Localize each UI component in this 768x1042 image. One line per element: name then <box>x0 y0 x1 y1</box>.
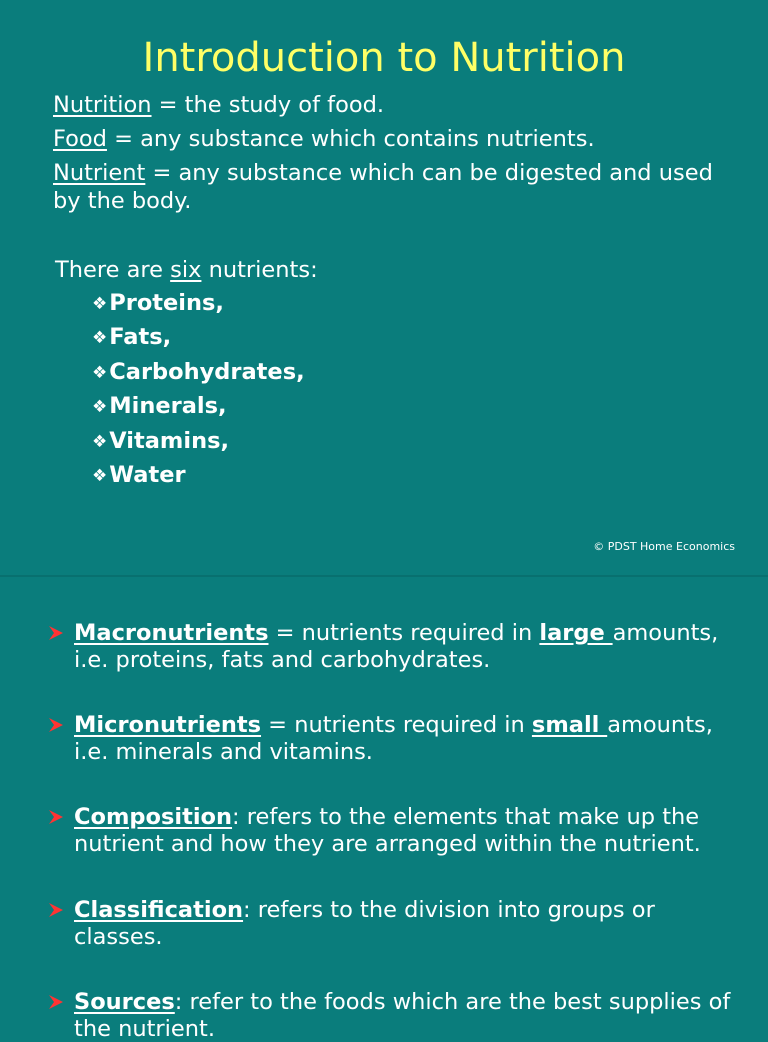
bullet-body: : refer to the foods which are the best supplies of the nutrient. <box>74 989 731 1042</box>
nutrient-name: Water <box>109 461 186 488</box>
definition-nutrient <box>53 159 743 215</box>
arrow-bullet-icon <box>48 994 64 1010</box>
bullet-text <box>74 620 748 673</box>
bullet-term: Macronutrients <box>74 620 269 646</box>
bullet-macronutrients <box>48 620 748 673</box>
nutrient-list <box>92 286 305 492</box>
arrow-bullet-icon <box>48 717 64 733</box>
definition-term: Nutrient <box>53 160 146 186</box>
definition-text: = any substance which contains nutrients. <box>106 126 595 152</box>
bullet-emphasis: small <box>531 712 608 738</box>
bullet-text <box>74 712 748 765</box>
bullet-body: amounts, i.e. minerals and vitamins. <box>74 712 713 765</box>
bullet-body: = nutrients required in <box>261 712 532 738</box>
bullet-text <box>74 804 748 857</box>
diamond-bullet-icon: ❖ <box>92 294 108 314</box>
diamond-bullet-icon: ❖ <box>92 362 108 383</box>
diamond-bullet-icon: ❖ <box>92 397 108 418</box>
bullet-composition <box>48 804 748 857</box>
bullet-emphasis: large <box>539 620 613 646</box>
bullet-body: amounts, i.e. proteins, fats and carbohydrates. <box>74 620 719 673</box>
list-item <box>92 424 305 458</box>
list-item <box>92 286 305 320</box>
diamond-bullet-icon: ❖ <box>92 328 108 349</box>
definition-text: = any substance which can be digested and used by the body. <box>53 160 713 214</box>
bullet-micronutrients <box>48 712 748 765</box>
arrow-bullet-icon <box>48 809 64 825</box>
bullet-sources <box>48 989 748 1042</box>
definition-text: = the study of food. <box>151 92 385 118</box>
definition-term: Food <box>53 126 107 152</box>
bullet-body: : refers to the elements that make up the nutrient and how they are arranged within the nutrient. <box>74 804 701 857</box>
bullet-term: Micronutrients <box>74 712 262 738</box>
bullet-text <box>74 989 748 1042</box>
bullet-classification <box>48 897 748 950</box>
list-item <box>92 458 305 492</box>
arrow-bullet-icon <box>48 902 64 918</box>
slide-title: Introduction to Nutrition <box>142 35 626 81</box>
list-item <box>92 389 305 423</box>
list-item <box>92 320 305 354</box>
copyright-notice: © PDST Home Economics <box>593 540 735 553</box>
intro-text: There are <box>55 257 171 283</box>
definition-food <box>53 125 743 153</box>
nutrient-name: Vitamins, <box>109 427 230 454</box>
bullet-text <box>74 897 748 950</box>
bullet-body: : refers to the division into groups or classes. <box>74 897 655 950</box>
slide-2 <box>0 577 768 1042</box>
bullet-body: = nutrients required in <box>268 620 540 646</box>
bullet-term: Classification <box>74 897 244 923</box>
bullet-term: Sources <box>74 989 175 1015</box>
intro-text: nutrients: <box>201 257 318 283</box>
arrow-bullet-icon <box>48 625 64 641</box>
nutrient-name: Carbohydrates, <box>109 358 305 385</box>
definition-nutrition <box>53 91 743 119</box>
nutrients-intro <box>55 256 318 284</box>
intro-emphasis: six <box>170 257 202 283</box>
nutrient-name: Minerals, <box>109 393 227 420</box>
diamond-bullet-icon: ❖ <box>92 465 108 486</box>
bullet-term: Composition <box>74 804 233 830</box>
nutrient-name: Fats, <box>109 324 172 351</box>
definition-term: Nutrition <box>53 92 152 118</box>
list-item <box>92 355 305 389</box>
diamond-bullet-icon: ❖ <box>92 431 108 452</box>
nutrient-name: Proteins, <box>109 290 224 316</box>
